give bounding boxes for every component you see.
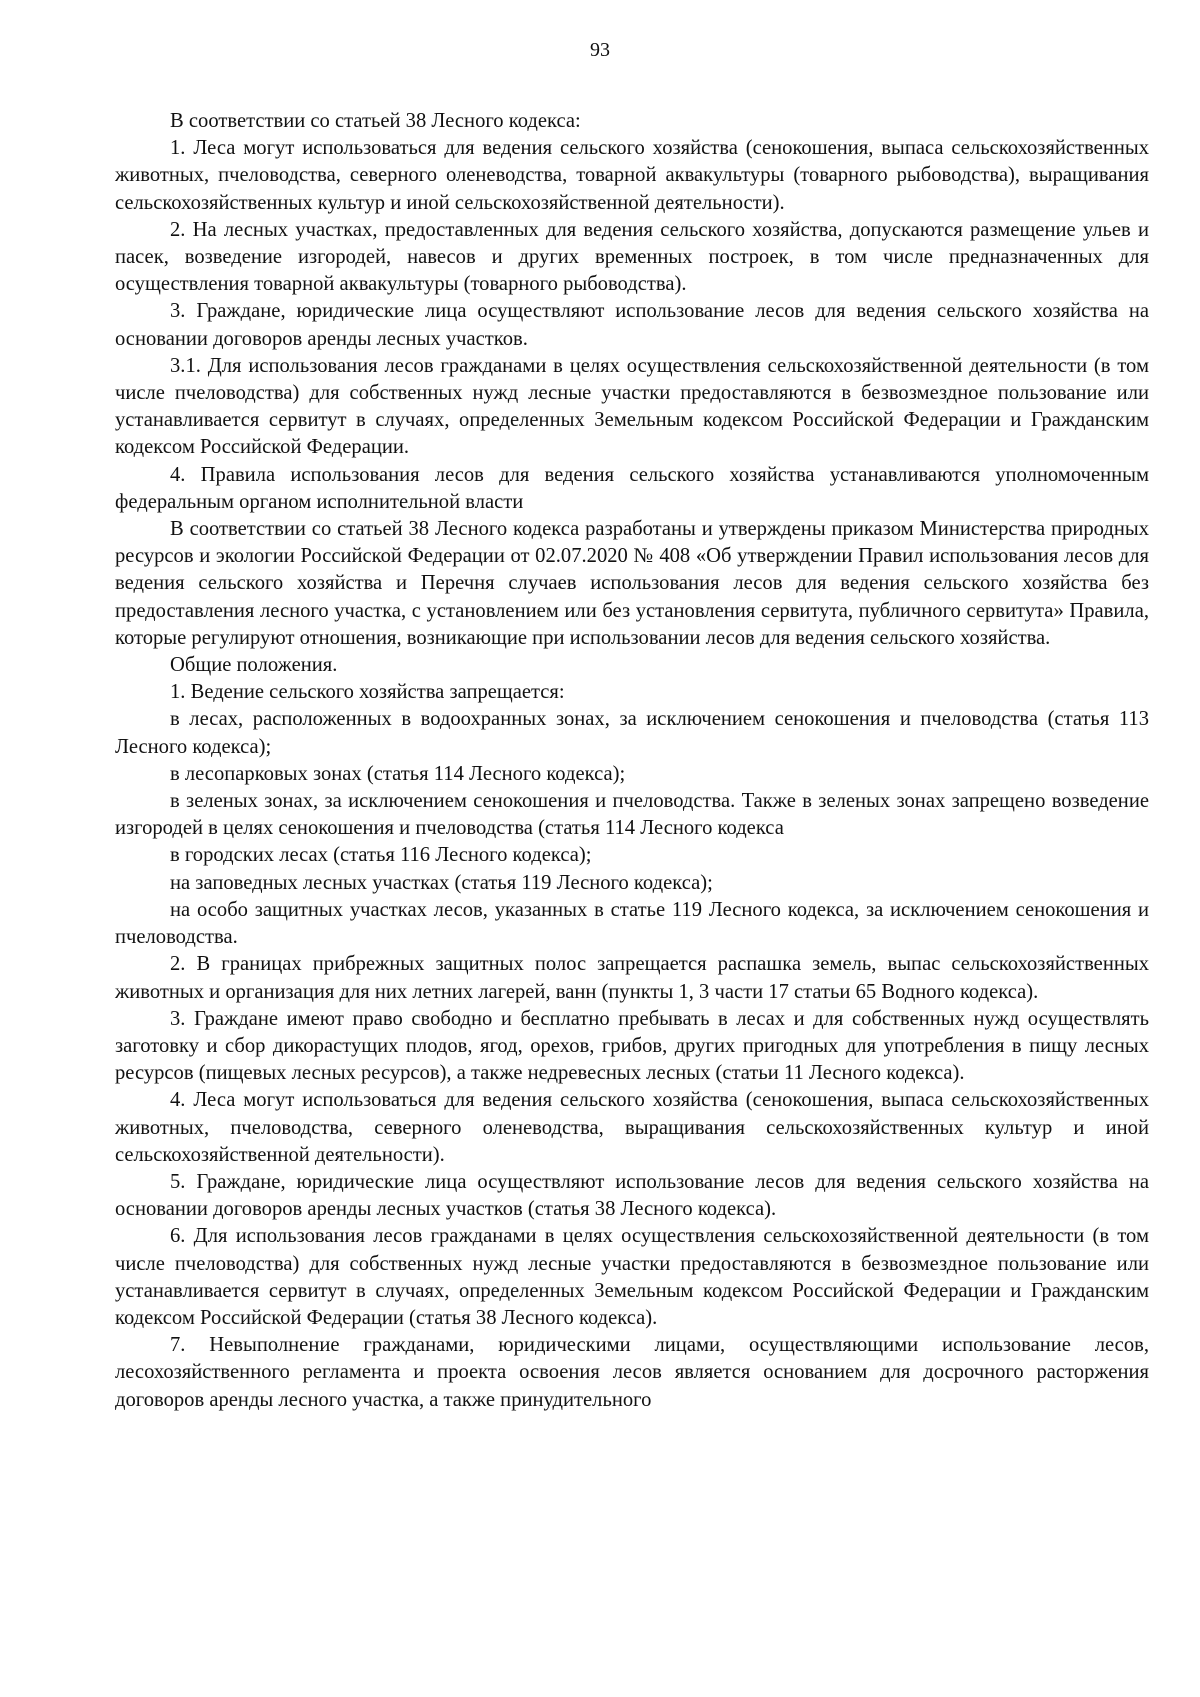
page-number: 93: [590, 39, 610, 61]
paragraph-rule-1-urban-forests: в городских лесах (статья 116 Лесного кодекса);: [170, 844, 592, 867]
paragraph-rule-1-protected: на особо защитных участках лесов, указанных в статье 119 Лесного кодекса, за исключением сенокошения и пчеловодства.: [115, 898, 1149, 949]
paragraph-rule-1-reserve: на заповедных лесных участках (статья 119 Лесного кодекса);: [170, 871, 713, 894]
paragraph-item-3-1: 3.1. Для использования лесов гражданами в целях осуществления сельскохозяйственной деятельности (в том числе пчеловодства) для собственных нужд лесные участки предоставляются в безвозмездное пользование или устанавливается сервитут в случаях, определенных Земельным кодексом Российской Федерации и Гражданским кодексом Российской Федерации.: [115, 354, 1149, 459]
paragraph-rule-1-water-zones: в лесах, расположенных в водоохранных зонах, за исключением сенокошения и пчеловодства (статья 113 Лесного кодекса);: [115, 708, 1149, 758]
paragraph-rule-2: 2. В границах прибрежных защитных полос запрещается распашка земель, выпас сельскохозяйственных животных и организация для них летних лагерей, ванн (пункты 1, 3 части 17 статьи 65 Водного кодекса).: [115, 953, 1149, 1003]
paragraph-item-4: 4. Правила использования лесов для ведения сельского хозяйства устанавливаются уполномоченным федеральным органом исполнительной власти: [115, 463, 1149, 513]
paragraph-intro: В соответствии со статьей 38 Лесного кодекса:: [170, 110, 581, 132]
paragraph-item-1: 1. Леса могут использоваться для ведения сельского хозяйства (сенокошения, выпаса сельскохозяйственных животных, пчеловодства, северного оленеводства, товарной аквакультуры (товарного рыбоводства), выращивания сельскохозяйственных культур и иной сельскохозяйственной деятельности).: [115, 137, 1149, 214]
paragraph-item-3: 3. Граждане, юридические лица осуществляют использование лесов для ведения сельского хозяйства на основании договоров аренды лесных участков.: [115, 300, 1149, 350]
paragraph-order-reference: В соответствии со статьей 38 Лесного кодекса разработаны и утверждены приказом Министерства природных ресурсов и экологии Российской Федерации от 02.07.2020 № 408 «Об утверждении Правил использования лесов для ведения сельского хозяйства и Перечня случаев использования лесов для ведения сельского хозяйства без предоставления лесного участка, с установлением или без установления сервитута, публичного сервитута» Правила, которые регулируют отношения, возникающие при использовании лесов для ведения сельского хозяйства.: [115, 518, 1149, 649]
paragraph-section-heading: Общие положения.: [170, 654, 338, 677]
paragraph-rule-4: 4. Леса могут использоваться для ведения сельского хозяйства (сенокошения, выпаса сельскохозяйственных животных, пчеловодства, северного оленеводства, выращивания сельскохозяйственных культур и иной сельскохозяйственной деятельности).: [115, 1089, 1149, 1166]
paragraph-item-2: 2. На лесных участках, предоставленных для ведения сельского хозяйства, допускаются размещение ульев и пасек, возведение изгородей, навесов и других временных построек, в том числе предназначенных для осуществления товарной аквакультуры (товарного рыбоводства).: [115, 218, 1149, 296]
paragraph-rule-6: 6. Для использования лесов гражданами в целях осуществления сельскохозяйственной деятельности (в том числе пчеловодства) для собственных нужд лесные участки предоставляются в безвозмездное пользование или устанавливается сервитут в случаях, определенных Земельным кодексом Российской Федерации и Гражданским кодексом Российской Федерации (статья 38 Лесного кодекса).: [115, 1225, 1149, 1329]
document-body: [115, 108, 1149, 1414]
paragraph-rule-1-forest-park: в лесопарковых зонах (статья 114 Лесного кодекса);: [170, 762, 626, 785]
paragraph-rule-1: 1. Ведение сельского хозяйства запрещается:: [170, 681, 565, 704]
paragraph-rule-5: 5. Граждане, юридические лица осуществляют использование лесов для ведения сельского хозяйства на основании договоров аренды лесных участков (статья 38 Лесного кодекса).: [115, 1170, 1149, 1221]
paragraph-rule-7: 7. Невыполнение гражданами, юридическими лицами, осуществляющими использование лесов, лесохозяйственного регламента и проекта освоения лесов является основанием для досрочного расторжения договоров аренды лесного участка, а также принудительного: [115, 1334, 1149, 1411]
paragraph-rule-3: 3. Граждане имеют право свободно и бесплатно пребывать в лесах и для собственных нужд осуществлять заготовку и сбор дикорастущих плодов, ягод, орехов, грибов, других пригодных для употребления в пищу лесных ресурсов (пищевых лесных ресурсов), а также недревесных лесных (статьи 11 Лесного кодекса).: [115, 1007, 1149, 1085]
paragraph-rule-1-green-zones: в зеленых зонах, за исключением сенокошения и пчеловодства. Также в зеленых зонах запрещено возведение изгородей в целях сенокошения и пчеловодства (статья 114 Лесного кодекса: [115, 790, 1149, 840]
